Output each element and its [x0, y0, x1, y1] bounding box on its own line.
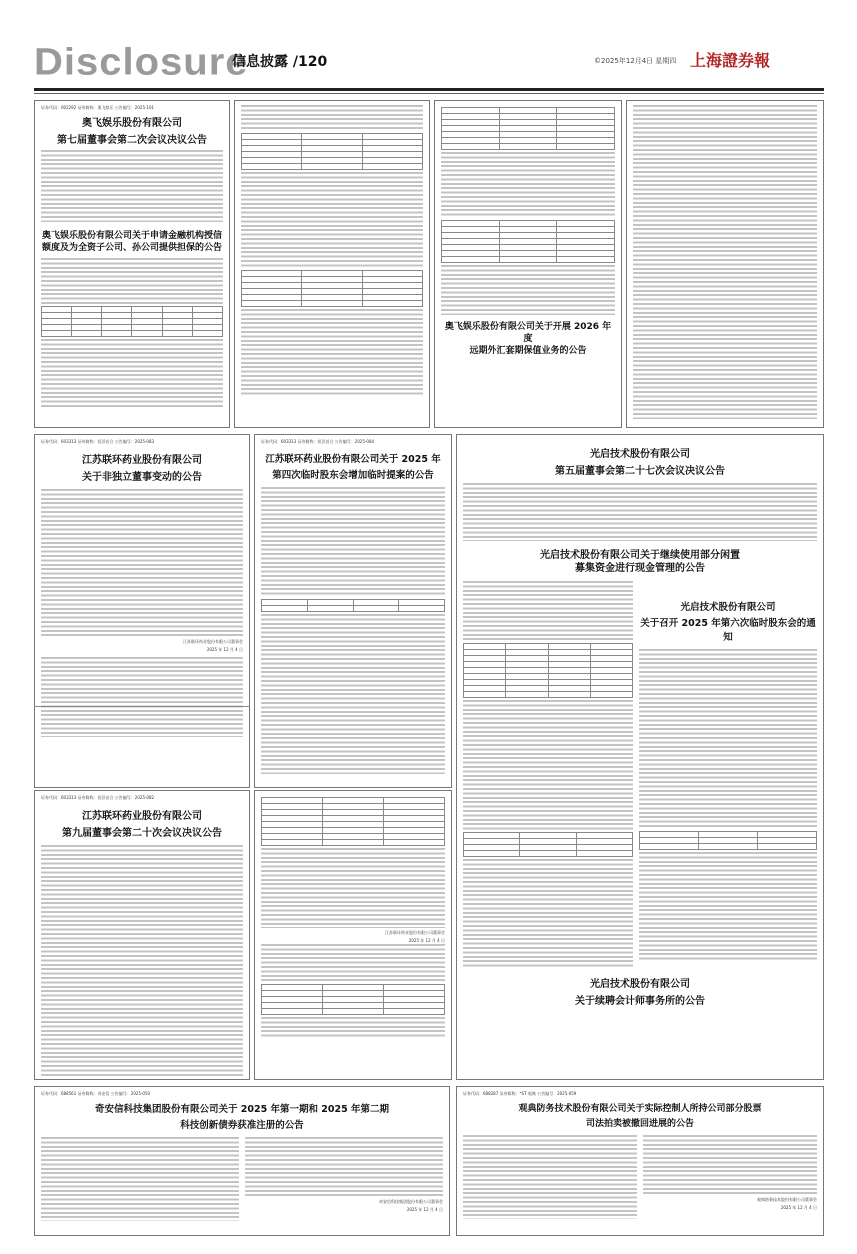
notice-jiangsu-proposal	[254, 434, 452, 788]
notice-date: 2025 年 12 月 4 日	[406, 1207, 443, 1212]
data-table	[639, 831, 817, 850]
notice-aofei-fx-body	[626, 100, 824, 428]
data-table	[441, 107, 615, 150]
issue-date: ©2025年12月4日 星期四	[594, 57, 677, 65]
notice-code: 证券代码：603313 证券简称：恒洋首合 公告编号：2025-084	[261, 439, 375, 444]
notice-title: 第五届董事会第二十七次会议决议公告	[555, 466, 725, 477]
notice-signature: 奇安信科技集团股份有限公司董事会	[379, 1199, 443, 1204]
data-table	[463, 832, 633, 857]
notice-qianxin	[34, 1086, 450, 1236]
masthead-rule	[34, 88, 824, 91]
notice-signature: 观典防务技术股份有限公司董事会	[757, 1197, 817, 1202]
notice-guangqi	[456, 434, 824, 1080]
data-table	[261, 984, 445, 1015]
notice-jiangsu-board	[34, 790, 250, 1080]
notice-date: 2025 年 12 月 4 日	[206, 647, 243, 652]
notice-title: 奥飞娱乐股份有限公司关于申请金融机构授信	[41, 231, 222, 241]
notice-code: 证券代码：688287 证券简称：*ST 观典 公告编号：2025-059	[463, 1091, 577, 1096]
data-table	[261, 797, 445, 846]
notice-title: 奥飞娱乐股份有限公司	[82, 118, 182, 129]
notice-jiangsu-director	[34, 434, 250, 788]
notice-title: 远期外汇套期保值业务的公告	[469, 346, 587, 356]
notice-title: 关于非独立董事变动的公告	[82, 472, 202, 483]
data-table	[241, 270, 423, 307]
notice-date: 2025 年 12 月 4 日	[780, 1205, 817, 1210]
notice-title: 第七届董事会第二次会议决议公告	[57, 135, 207, 146]
notice-title: 关于召开 2025 年第六次临时股东会的通知	[640, 618, 816, 643]
notice-title: 奥飞娱乐股份有限公司关于开展 2026 年度	[444, 322, 612, 344]
notice-signature: 江苏联环药业股份有限公司董事会	[385, 930, 445, 935]
notice-code: 证券代码：688561 证券简称：奇安信 公告编号：2025-050	[41, 1091, 151, 1096]
notice-code: 证券代码：603313 证券简称：恒洋首合 公告编号：2025-082	[41, 795, 155, 800]
newspaper-logo: 上海證券報	[690, 51, 771, 70]
notice-jiangsu-proposal-continued	[254, 790, 452, 1080]
section-brand: Disclosure	[34, 41, 249, 83]
data-table	[261, 599, 445, 612]
notice-title: 江苏联环药业股份有限公司	[82, 455, 202, 466]
notice-title: 奇安信科技集团股份有限公司关于 2025 年第一期和 2025 年第二期	[94, 1104, 390, 1115]
notice-title: 第九届董事会第二十次会议决议公告	[62, 828, 222, 839]
data-table	[463, 643, 633, 698]
notice-code: 证券代码：002292 证券简称：奥飞娱乐 公告编号：2025-101	[41, 105, 155, 110]
notice-title: 司法拍卖被撤回进展的公告	[585, 1119, 694, 1129]
data-table	[441, 220, 615, 263]
notice-title: 关于续聘会计师事务所的公告	[575, 996, 705, 1007]
notice-title: 第四次临时股东会增加临时提案的公告	[272, 470, 434, 481]
notice-title: 光启技术股份有限公司关于继续使用部分闲置	[540, 550, 740, 561]
notice-title: 观典防务技术股份有限公司关于实际控制人所持公司部分股票	[518, 1104, 762, 1114]
notice-title: 科技创新债券获准注册的公告	[180, 1120, 304, 1131]
notice-aofei-financials	[234, 100, 430, 428]
notice-aofei-board	[34, 100, 230, 428]
data-table	[241, 133, 423, 170]
notice-title: 额度及为全资子公司、孙公司提供担保的公告	[41, 243, 222, 253]
notice-title: 光启技术股份有限公司	[680, 602, 776, 613]
notice-title: 光启技术股份有限公司	[590, 979, 690, 990]
notice-aofei-continued	[434, 100, 622, 428]
divider	[34, 706, 250, 715]
section-title: 信息披露 /120	[232, 54, 328, 70]
notice-title: 光启技术股份有限公司	[590, 449, 690, 460]
notice-title: 江苏联环药业股份有限公司	[82, 811, 202, 822]
notice-title: 江苏联环药业股份有限公司关于 2025 年	[265, 454, 441, 465]
notice-signature: 江苏联环药业股份有限公司董事会	[183, 639, 243, 644]
notice-guandian	[456, 1086, 824, 1236]
notice-title: 募集资金进行现金管理的公告	[575, 563, 705, 574]
masthead-rule-thin	[34, 93, 824, 94]
notice-date: 2025 年 12 月 4 日	[408, 938, 445, 943]
data-table	[41, 306, 223, 337]
notice-code: 证券代码：603313 证券简称：恒洋首合 公告编号：2025-083	[41, 439, 155, 444]
masthead	[0, 0, 857, 100]
